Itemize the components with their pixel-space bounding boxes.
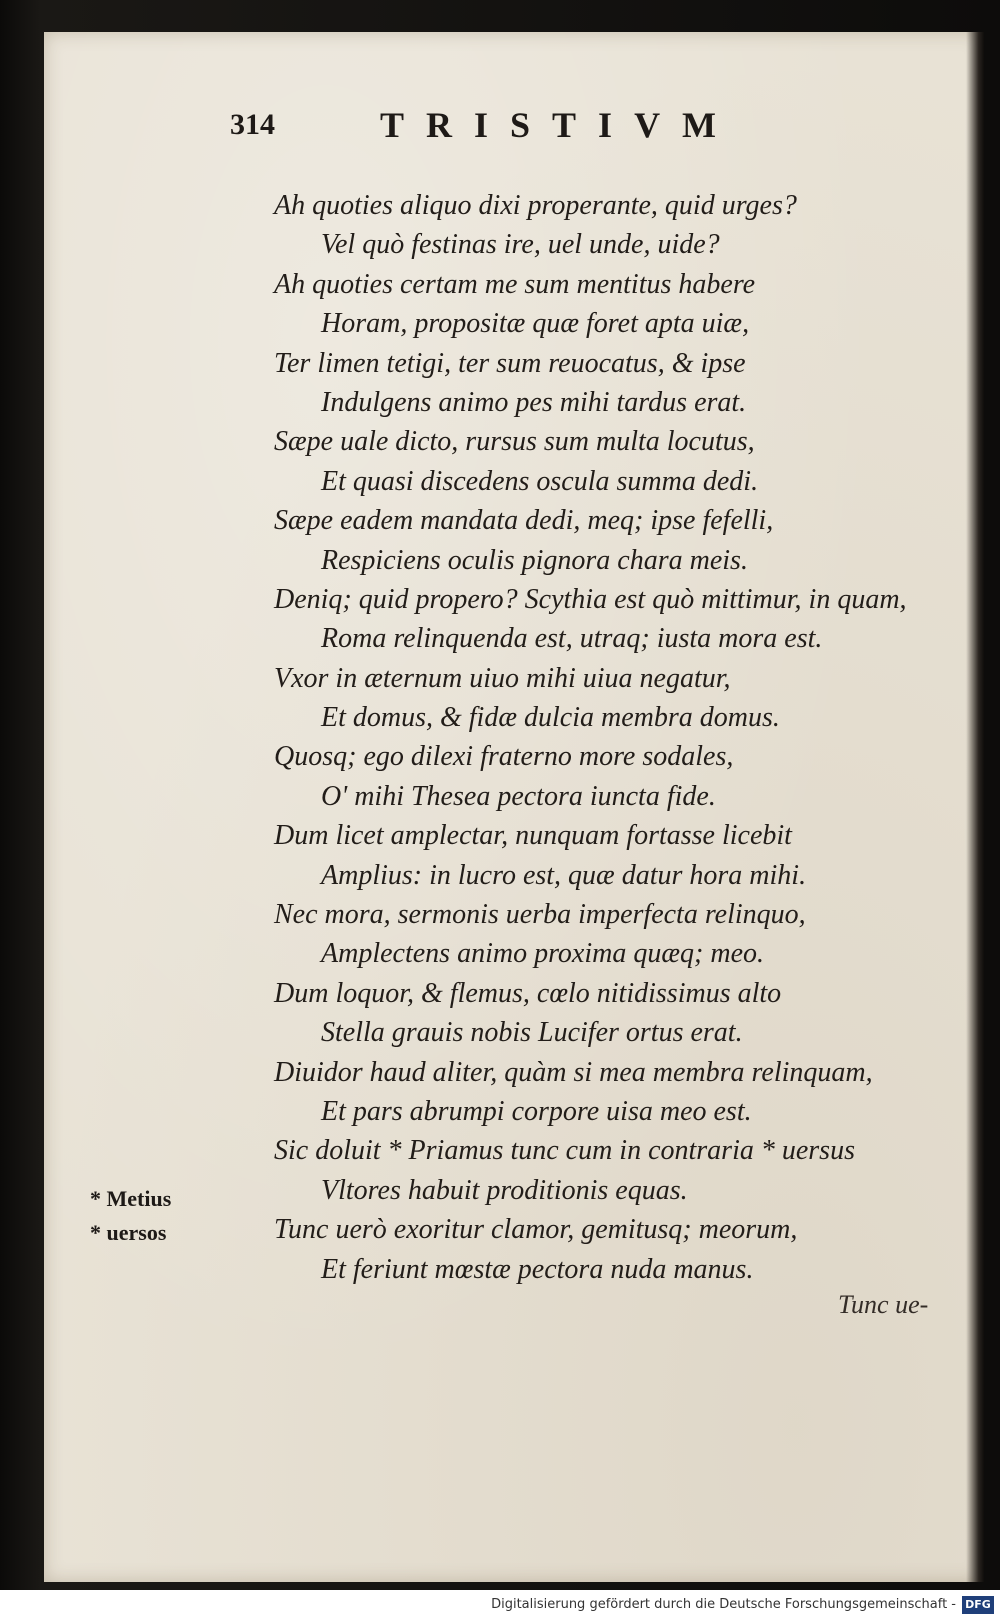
verse-line: Nec mora, sermonis uerba imperfecta relinquo,	[274, 899, 806, 931]
verse-line: Ah quoties aliquo dixi properante, quid urges?	[274, 190, 797, 221]
footer-bar	[0, 1590, 1000, 1620]
verse-line: Deniq; quid propero? Scythia est quò mittimur, in quam,	[274, 583, 907, 615]
verse-line: Diuidor haud aliter, quàm si mea membra relinquam,	[274, 1056, 873, 1088]
page-number: 314	[230, 108, 275, 141]
verse-line: Ah quoties certam me sum mentitus habere	[274, 268, 756, 300]
verse-line: Et feriunt mœstæ pectora nuda manus.	[321, 1253, 754, 1285]
verse-line: O' mihi Thesea pectora iuncta fide.	[321, 780, 716, 812]
verse-line: Dum loquor, & flemus, cœlo nitidissimus alto	[274, 977, 782, 1009]
footer-credit: Digitalisierung gefördert durch die Deutsche Forschungsgemeinschaft -	[491, 1597, 956, 1612]
dfg-logo: DFG	[962, 1596, 994, 1614]
verse-line: Amplectens animo proxima quæq; meo.	[321, 938, 764, 970]
page-gutter	[966, 32, 984, 1582]
catchword: Tunc ue-	[838, 1290, 929, 1319]
verse-line: Indulgens animo pes mihi tardus erat.	[321, 386, 747, 418]
verse-line: Amplius: in lucro est, quæ datur hora mihi.	[321, 859, 807, 891]
verse-line: Vltores habuit proditionis equas.	[321, 1174, 688, 1206]
verse-line: Quosq; ego dilexi fraterno more sodales,	[274, 741, 734, 773]
verse-line: Sæpe uale dicto, rursus sum multa locutus,	[274, 426, 755, 458]
margin-note: * uersos	[90, 1220, 167, 1245]
running-head	[230, 104, 750, 154]
verse-block	[274, 186, 914, 1289]
verse-line: Et domus, & fidæ dulcia membra domus.	[321, 702, 780, 734]
verse-line: Et quasi discedens oscula summa dedi.	[321, 465, 759, 497]
margin-note: * Metius	[90, 1186, 172, 1211]
verse-line: Vxor in æternum uiuo mihi uiua negatur,	[274, 662, 731, 694]
margin-notes	[90, 1182, 210, 1250]
verse-line: Roma relinquenda est, utraq; iusta mora est.	[321, 623, 823, 655]
verse-line: Horam, propositæ quæ foret apta uiæ,	[321, 308, 750, 340]
page-title: TRISTIVM	[380, 105, 739, 145]
verse-line: Tunc uerò exoritur clamor, gemitusq; meorum,	[274, 1214, 798, 1246]
verse-line: Et pars abrumpi corpore uisa meo est.	[321, 1095, 752, 1127]
verse-line: Stella grauis nobis Lucifer ortus erat.	[321, 1017, 743, 1049]
verse-line: Ter limen tetigi, ter sum reuocatus, & ipse	[274, 347, 746, 379]
verse-line: Vel quò festinas ire, uel unde, uide?	[321, 229, 720, 261]
verse-line: Dum licet amplectar, nunquam fortasse licebit	[274, 820, 792, 852]
verse-line: Sic doluit * Priamus tunc cum in contraria * uersus	[274, 1135, 855, 1167]
verse-line: Sæpe eadem mandata dedi, meq; ipse fefelli,	[274, 505, 774, 537]
verse-line: Respiciens oculis pignora chara meis.	[321, 544, 748, 576]
